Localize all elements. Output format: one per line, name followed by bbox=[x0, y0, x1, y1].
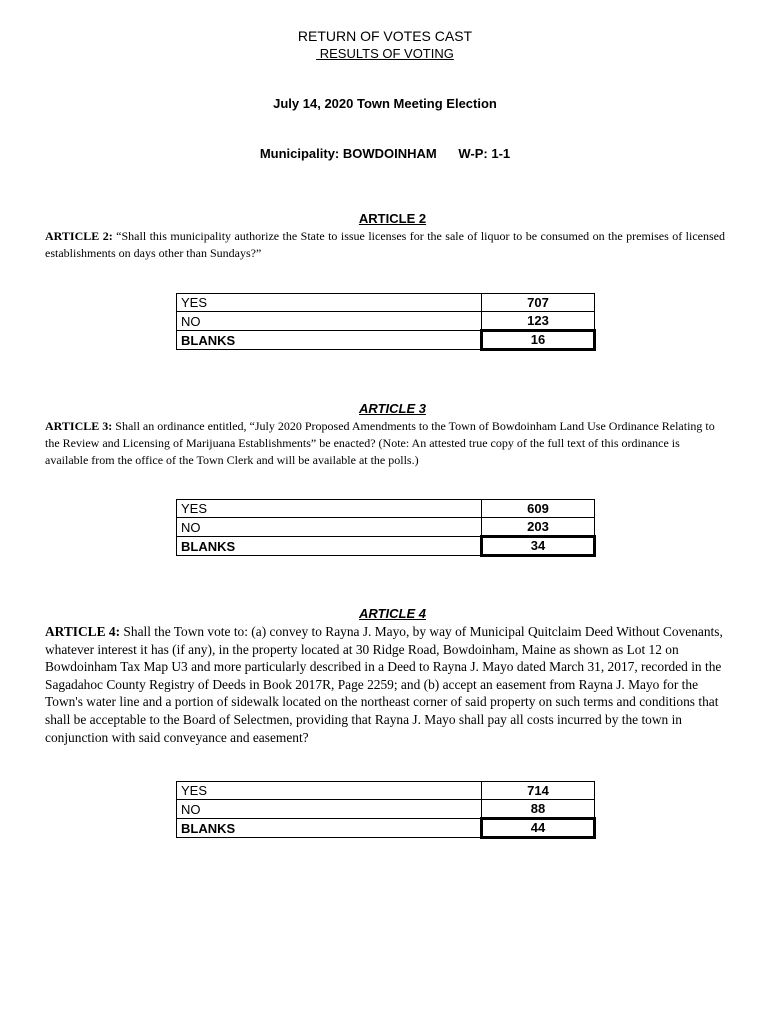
blanks-value: 44 bbox=[482, 819, 595, 838]
table-row bbox=[177, 782, 595, 800]
article-2-text bbox=[45, 228, 725, 262]
municipality-line bbox=[0, 146, 770, 161]
document-subtitle bbox=[0, 46, 770, 61]
no-value: 123 bbox=[482, 312, 595, 331]
yes-label: YES bbox=[177, 782, 482, 800]
document-title: RETURN OF VOTES CAST bbox=[297, 28, 473, 44]
blanks-value: 34 bbox=[482, 537, 595, 556]
blanks-label: BLANKS bbox=[177, 331, 482, 350]
article-3-heading: ARTICLE 3 bbox=[359, 401, 426, 416]
article-4-results-table bbox=[176, 781, 596, 839]
table-row bbox=[177, 312, 595, 331]
table-row bbox=[177, 294, 595, 312]
article-2-heading: ARTICLE 2 bbox=[358, 211, 427, 226]
article-4-lead: ARTICLE 4: bbox=[45, 624, 121, 639]
article-4-body: Shall the Town vote to: (a) convey to Rayna J. Mayo, by way of Municipal Quitclaim Deed Without Covenants, whatever interest it has (if any), in the property located at 30 Ridge Road, Bowdoinham, Maine as shown as Lot 12 on Bowdoinham Tax Map U3 and more particularly described in a Deed to Rayna J. Mayo dated March 31, 2017, recorded in the Sagadahoc County Registry of Deeds in Book 2017R, Page 2259; and (b) accept an easement from Rayna J. Mayo for the Town's water line and a portion of sidewalk located on the northeast corner of said property on such terms and conditions that shall be acceptable to the Board of Selectmen, providing that Rayna J. Mayo shall pay all costs incurred by the town in conjunction with said conveyance and easement? bbox=[45, 624, 723, 745]
article-2-lead: ARTICLE 2: bbox=[45, 229, 113, 243]
article-3-lead: ARTICLE 3: bbox=[45, 419, 113, 433]
blanks-label: BLANKS bbox=[177, 537, 482, 556]
table-row bbox=[177, 518, 595, 537]
article-3-body: Shall an ordinance entitled, “July 2020 Proposed Amendments to the Town of Bowdoinham Land Use Ordinance Relating to the Review and Licensing of Marijuana Establishments” be enacted? (Note: An attested true copy of the full text of this ordinance is available from the office of the Town Clerk and will be available at the polls.) bbox=[45, 419, 715, 467]
blanks-value: 16 bbox=[482, 331, 595, 350]
wp-value: 1-1 bbox=[491, 146, 511, 161]
yes-value: 714 bbox=[482, 782, 595, 800]
yes-value: 609 bbox=[482, 500, 595, 518]
no-label: NO bbox=[177, 312, 482, 331]
table-row bbox=[177, 819, 595, 838]
article-4-text bbox=[45, 623, 725, 746]
table-row bbox=[177, 537, 595, 556]
article-3-text bbox=[45, 418, 725, 469]
municipality-label: Municipality: bbox=[259, 146, 340, 161]
article-4-heading: ARTICLE 4 bbox=[359, 606, 426, 621]
article-2-results-table bbox=[176, 293, 596, 351]
article-3-results-table bbox=[176, 499, 596, 557]
wp-label: W-P: bbox=[458, 146, 488, 161]
document-subtitle-text: RESULTS OF VOTING bbox=[316, 46, 454, 61]
no-value: 88 bbox=[482, 800, 595, 819]
yes-value: 707 bbox=[482, 294, 595, 312]
election-title: July 14, 2020 Town Meeting Election bbox=[273, 96, 497, 111]
table-row bbox=[177, 331, 595, 350]
table-row bbox=[177, 500, 595, 518]
yes-label: YES bbox=[177, 500, 482, 518]
no-value: 203 bbox=[482, 518, 595, 537]
no-label: NO bbox=[177, 800, 482, 819]
no-label: NO bbox=[177, 518, 482, 537]
yes-label: YES bbox=[177, 294, 482, 312]
table-row bbox=[177, 800, 595, 819]
municipality-value: BOWDOINHAM bbox=[342, 146, 437, 161]
blanks-label: BLANKS bbox=[177, 819, 482, 838]
article-2-body: “Shall this municipality authorize the State to issue licenses for the sale of liquor to be consumed on the premises of licensed establishments on days other than Sundays?” bbox=[45, 229, 725, 260]
